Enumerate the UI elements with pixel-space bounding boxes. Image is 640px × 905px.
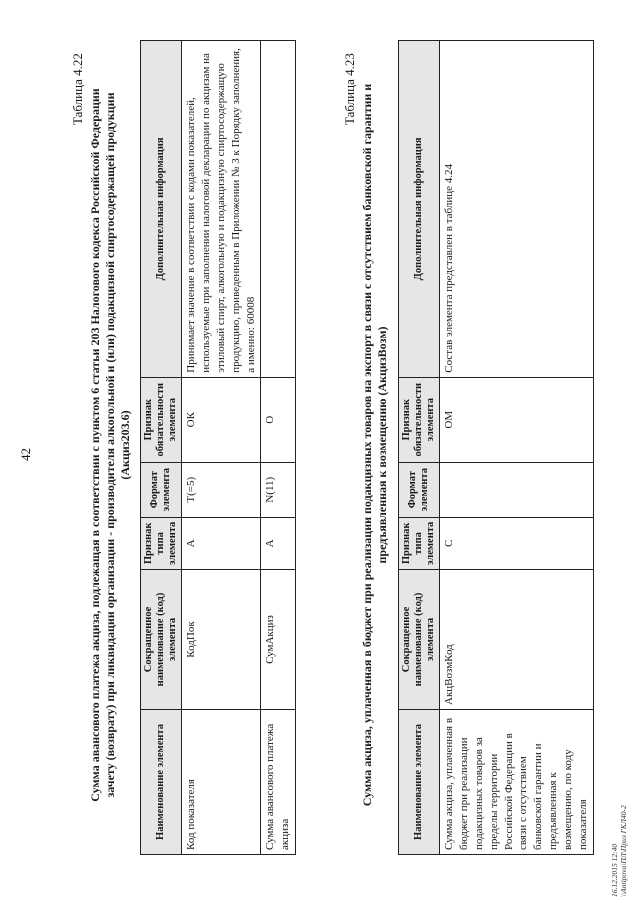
table-label-4-23: Таблица 4.23 xyxy=(342,53,357,125)
table-row xyxy=(440,41,593,855)
table-cell: А xyxy=(182,517,261,569)
header-cell: Признак типа элемента xyxy=(399,517,440,569)
header-cell: Сокращенное наименование (код) элемента xyxy=(399,570,440,710)
table-title-4-22: Сумма авансового платежа акциза, подлежащая в соответствии с пунктом 6 статьи 203 Налогового кодекса Российской Федерации зачету (возврату) при ликвидации организации - производителя алкогольной и (или) подакцизной спиртосодержащей продукции (Акциз203.6) xyxy=(88,88,132,802)
table-cell: О xyxy=(261,377,296,462)
table-cell: Принимает значение в соответствии с кодами показателей, используемые при заполнении налоговой декларации по акцизам на этиловый спирт, алкогольную и подакцизную спиртосодержащую продукцию, приведенным в Приложении № 3 к Порядку заполнения, а именно: 60008 xyxy=(182,41,261,378)
header-cell: Формат элемента xyxy=(399,462,440,517)
table-cell: АкцВозмКод xyxy=(440,570,593,710)
header-cell: Дополнительная информация xyxy=(141,41,182,378)
header-cell: Признак обязательности элемента xyxy=(141,377,182,462)
table-row xyxy=(261,41,296,855)
table-cell: С xyxy=(440,517,593,569)
page-number: 42 xyxy=(18,448,33,461)
table-cell: СумАкциз xyxy=(261,570,296,710)
header-cell: Формат элемента xyxy=(141,462,182,517)
header-cell: Наименование элемента xyxy=(399,710,440,855)
table-4-23 xyxy=(398,40,594,855)
table-cell: Состав элемента представлен в таблице 4.24 xyxy=(440,41,593,378)
table-cell: Сумма авансового платежа акциза xyxy=(261,710,296,855)
table-4-22 xyxy=(140,40,296,855)
header-cell: Сокращенное наименование (код) элемента xyxy=(141,570,182,710)
table-cell xyxy=(440,462,593,517)
footer-note xyxy=(610,805,628,897)
table-cell: T(=5) xyxy=(182,462,261,517)
table-cell xyxy=(261,41,296,378)
header-cell: Дополнительная информация xyxy=(399,41,440,378)
table-cell: ОК xyxy=(182,377,261,462)
footer-timestamp: 16.12.2015 12:40 xyxy=(610,843,619,897)
footer-path: \\Antipova\ПЛ\Приз ГКЛ40-2 xyxy=(619,805,628,897)
table-cell: ОМ xyxy=(440,377,593,462)
table-header-row xyxy=(399,41,440,855)
table-cell: Сумма акциза, уплаченная в бюджет при реализации подакцизных товаров за пределы территории Российской Федерации в связи с отсутствием банковской гарантии и предъявленная к возмещению, по коду показателя xyxy=(440,710,593,855)
table-label-4-22: Таблица 4.22 xyxy=(70,53,85,125)
table-cell: КодПок xyxy=(182,570,261,710)
table-row xyxy=(182,41,261,855)
table-cell: А xyxy=(261,517,296,569)
header-cell: Признак типа элемента xyxy=(141,517,182,569)
header-cell: Наименование элемента xyxy=(141,710,182,855)
table-cell: N(11) xyxy=(261,462,296,517)
table-title-4-23: Сумма акциза, уплаченная в бюджет при реализации подакцизных товаров на экспорт в связи с отсутствием банковской гарантии и предъявленная к возмещению (АкцизВозм) xyxy=(360,83,389,807)
table-header-row xyxy=(141,41,182,855)
table-cell: Код показателя xyxy=(182,710,261,855)
header-cell: Признак обязательности элемента xyxy=(399,377,440,462)
